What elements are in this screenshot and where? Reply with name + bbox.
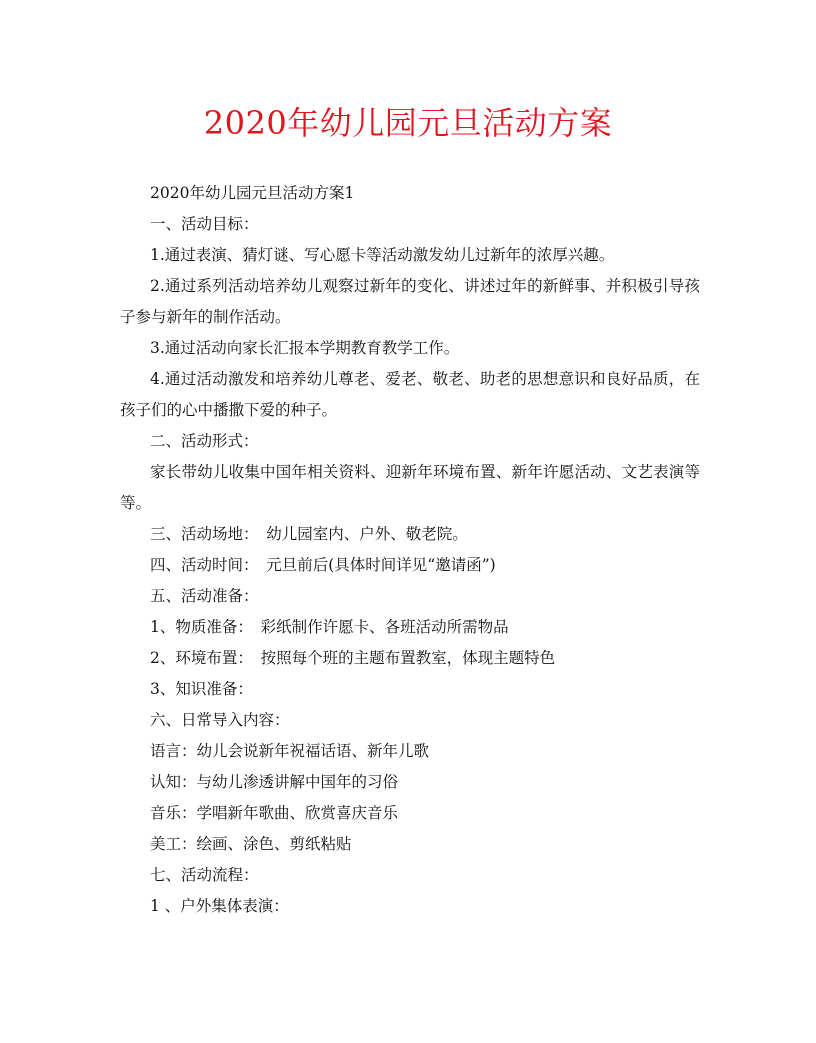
process-heading: 七、活动流程： <box>150 866 259 884</box>
goal-item: 3.通过活动向家长汇报本学期教育教学工作。 <box>150 339 460 357</box>
time-line: 四、活动时间： 元旦前后(具体时间详见“邀请函”) <box>150 556 496 574</box>
document-body <box>120 178 700 922</box>
process-item: 1 、户外集体表演： <box>150 897 289 915</box>
preparation-heading: 五、活动准备： <box>150 587 259 605</box>
section-heading: 2020年幼儿园元旦活动方案1 <box>150 184 355 202</box>
document-title: 2020年幼儿园元旦活动方案 <box>203 104 613 142</box>
goals-heading: 一、活动目标： <box>150 215 259 233</box>
preparation-item: 1、物质准备： 彩纸制作许愿卡、各班活动所需物品 <box>150 618 509 636</box>
goal-item: 1.通过表演、猜灯谜、写心愿卡等活动激发幼儿过新年的浓厚兴趣。 <box>150 246 615 264</box>
form-description: 家长带幼儿收集中国年相关资料、迎新年环境布置、新年许愿活动、文艺表演等等。 <box>120 463 700 512</box>
daily-content-item: 语言：幼儿会说新年祝福话语、新年儿歌 <box>150 742 430 760</box>
goal-item: 2.通过系列活动培养幼儿观察过新年的变化、讲述过年的新鲜事、并积极引导孩子参与新年的制作活动。 <box>120 277 700 326</box>
daily-content-item: 美工：绘画、涂色、剪纸粘贴 <box>150 835 352 853</box>
goal-item: 4.通过活动激发和培养幼儿尊老、爱老、敬老、助老的思想意识和良好品质，在孩子们的心中播撒下爱的种子。 <box>120 370 700 419</box>
form-heading: 二、活动形式： <box>150 432 259 450</box>
venue-line: 三、活动场地： 幼儿园室内、户外、敬老院。 <box>150 525 468 543</box>
daily-content-item: 认知：与幼儿渗透讲解中国年的习俗 <box>150 773 399 791</box>
daily-content-heading: 六、日常导入内容： <box>150 711 290 729</box>
preparation-item: 2、环境布置： 按照每个班的主题布置教室，体现主题特色 <box>150 649 556 667</box>
preparation-item: 3、知识准备： <box>150 680 253 698</box>
daily-content-item: 音乐：学唱新年歌曲、欣赏喜庆音乐 <box>150 804 399 822</box>
